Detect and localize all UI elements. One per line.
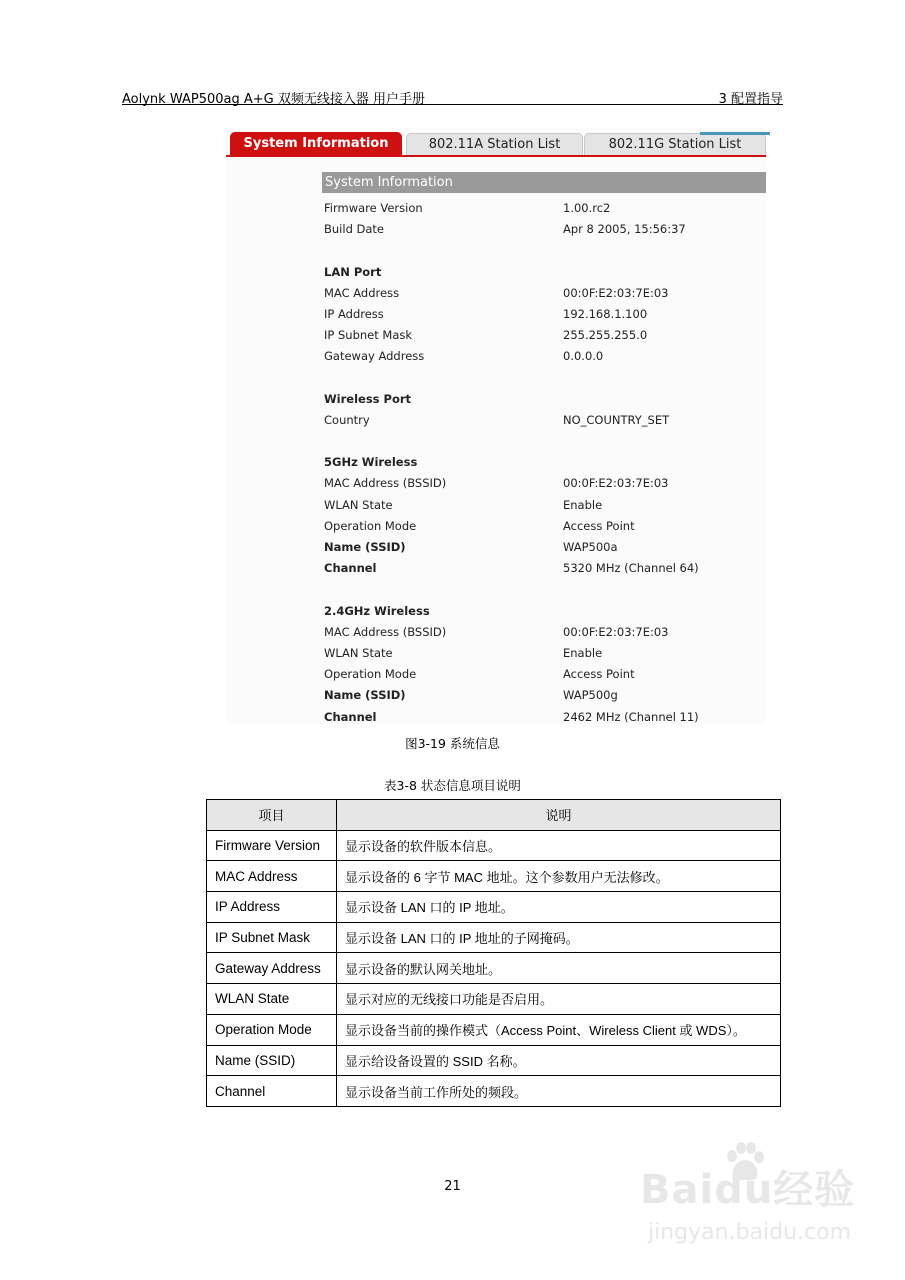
info-label: Country [324,412,370,427]
info-row [324,685,764,706]
info-row [324,516,764,537]
description-cell: 显示设备的软件版本信息。 [337,830,781,861]
info-value: 0.0.0.0 [563,349,604,364]
info-row [324,304,764,325]
description-cell: 显示设备的默认网关地址。 [337,953,781,984]
system-info-screenshot [226,128,766,724]
description-cell: 显示设备 LAN 口的 IP 地址。 [337,892,781,923]
info-row [324,664,764,685]
info-row [324,389,764,410]
page-number: 21 [444,1179,461,1194]
info-value: 00:0F:E2:03:7E:03 [563,285,669,300]
column-header-item: 项目 [207,800,337,831]
info-label: MAC Address [324,285,400,300]
header-title: Aolynk WAP500ag A+G 双频无线接入器 用户手册 [122,92,425,107]
table-header-row [207,800,781,831]
item-cell: Name (SSID) [207,1045,337,1076]
item-cell: WLAN State [207,984,337,1015]
info-value: 192.168.1.100 [563,306,648,321]
info-value: 5320 MHz (Channel 64) [563,561,699,576]
item-cell: Operation Mode [207,1014,337,1045]
table-row [207,892,781,923]
info-label: Name (SSID) [324,688,406,703]
spacer-row [324,240,764,261]
table-body [207,830,781,1106]
info-label: Wireless Port [324,391,412,406]
info-list [324,198,764,728]
table-row [207,830,781,861]
description-cell: 显示给设备设置的 SSID 名称。 [337,1045,781,1076]
column-header-description: 说明 [337,800,781,831]
item-cell: Firmware Version [207,830,337,861]
panel-title: System Information [322,172,766,193]
item-cell: IP Subnet Mask [207,922,337,953]
info-label: Operation Mode [324,518,417,533]
info-value: NO_COUNTRY_SET [563,412,670,427]
spacer-row [324,431,764,452]
description-cell: 显示对应的无线接口功能是否启用。 [337,984,781,1015]
info-value: WAP500a [563,540,618,554]
watermark-url: jingyan.baidu.com [648,1220,852,1245]
info-value: WAP500g [563,688,618,703]
info-label: Name (SSID) [324,540,406,554]
description-cell: 显示设备 LAN 口的 IP 地址的子网掩码。 [337,922,781,953]
item-cell: MAC Address [207,861,337,892]
table-row [207,1014,781,1045]
info-row [324,601,764,622]
figure-caption: 图3-19 系统信息 [405,736,500,751]
baidu-watermark [640,1140,870,1270]
spacer-row [324,579,764,600]
info-row [324,219,764,240]
info-value: Apr 8 2005, 15:56:37 [563,222,686,237]
table-caption: 表3-8 状态信息项目说明 [384,778,521,793]
info-row [324,410,764,431]
info-label: WLAN State [324,645,393,660]
info-row [324,473,764,494]
info-label: 5GHz Wireless [324,455,418,470]
table-row [207,922,781,953]
spacer-row [324,368,764,389]
info-value: 255.255.255.0 [563,328,648,343]
table-row [207,953,781,984]
header-chapter: 3 配置指导 [718,92,783,107]
watermark-logo: Baidu经验 [640,1167,856,1213]
tab-accent-line [700,132,770,135]
tab-80211a-station-list[interactable]: 802.11A Station List [406,133,583,156]
info-row [324,537,764,558]
info-label: IP Address [324,306,384,321]
info-row [324,452,764,473]
info-label: Gateway Address [324,349,425,364]
info-value: 00:0F:E2:03:7E:03 [563,476,669,491]
info-label: WLAN State [324,497,393,512]
info-value: Access Point [563,667,635,682]
info-label: LAN Port [324,264,382,279]
info-label: Channel [324,561,377,576]
info-row [324,262,764,283]
item-cell: Channel [207,1076,337,1107]
tab-80211g-station-list[interactable]: 802.11G Station List [584,133,766,156]
info-row [324,622,764,643]
info-row [324,558,764,579]
info-label: Firmware Version [324,201,423,215]
info-label: MAC Address (BSSID) [324,624,447,639]
info-label: Build Date [324,222,385,237]
info-value: 00:0F:E2:03:7E:03 [563,624,669,639]
info-label: IP Subnet Mask [324,328,413,343]
info-label: Channel [324,709,377,724]
info-row [324,325,764,346]
item-cell: Gateway Address [207,953,337,984]
description-cell: 显示设备的 6 字节 MAC 地址。这个参数用户无法修改。 [337,861,781,892]
info-value: Enable [563,497,603,512]
table-row [207,984,781,1015]
status-description-table [206,799,781,1107]
description-cell: 显示设备当前的操作模式（Access Point、Wireless Client 或 WDS）。 [337,1014,781,1045]
info-label: Operation Mode [324,667,417,682]
info-row [324,643,764,664]
info-row [324,495,764,516]
info-value: 2462 MHz (Channel 11) [563,709,699,724]
tab-system-information[interactable]: System Information [230,132,402,155]
item-cell: IP Address [207,892,337,923]
info-label: MAC Address (BSSID) [324,476,447,491]
info-row [324,283,764,304]
tab-bar [230,132,763,156]
table-row [207,1045,781,1076]
page-header [122,88,783,105]
info-value: Enable [563,645,603,660]
info-row [324,346,764,367]
info-value: Access Point [563,518,635,533]
table-row [207,1076,781,1107]
info-label: 2.4GHz Wireless [324,603,430,618]
info-row [324,707,764,728]
table-row [207,861,781,892]
description-cell: 显示设备当前工作所处的频段。 [337,1076,781,1107]
info-value: 1.00.rc2 [563,201,611,215]
tab-underline [226,155,766,157]
info-row [324,198,764,219]
